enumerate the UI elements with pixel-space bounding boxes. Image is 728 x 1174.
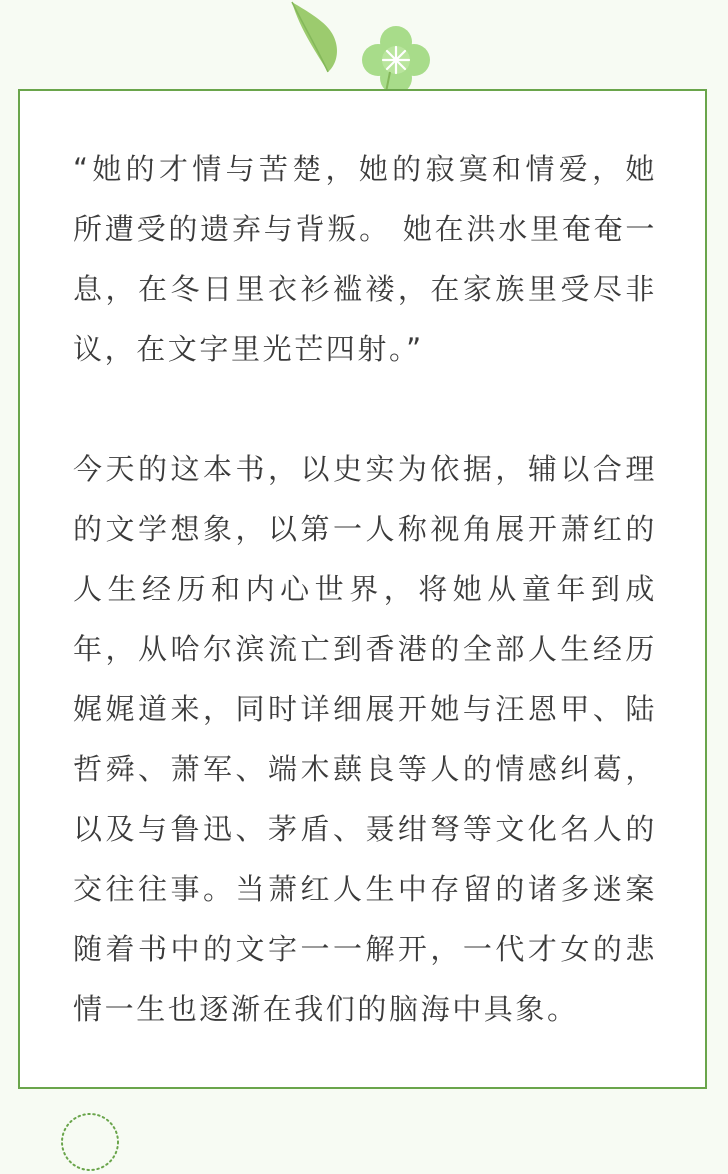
text-card [18,89,707,1089]
leaf-icon [292,2,337,72]
dotted-circle-icon [58,1110,122,1174]
description-paragraph: 今天的这本书，以史实为依据，辅以合理的文学想象，以第一人称视角展开萧红的人生经历和内心世界，将她从童年到成年，从哈尔滨流亡到香港的全部人生经历娓娓道来，同时详细展开她与汪恩甲、陆哲舜、萧军、端木蕻良等人的情感纠葛，以及与鲁迅、茅盾、聂绀弩等文化名人的交往往事。当萧红人生中存留的诸多迷案随着书中的文字一一解开，一代才女的悲情一生也逐渐在我们的脑海中具象。 [73,452,657,1026]
clover-icon [362,26,430,92]
quote-paragraph: “她的才情与苦楚，她的寂寞和情爱，她所遭受的遗弃与背叛。 她在洪水里奄奄一息，在冬日里衣衫褴褛，在家族里受尽非议，在文字里光芒四射。” [73,152,657,366]
top-decoration [0,0,728,92]
